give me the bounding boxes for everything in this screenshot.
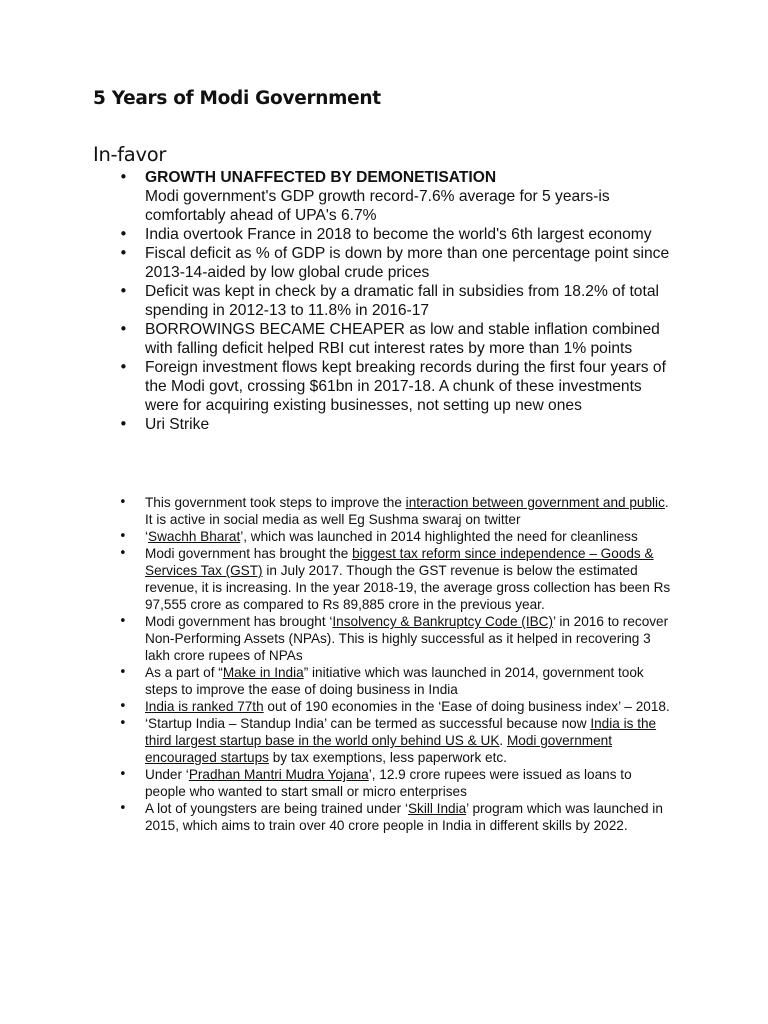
list-item — [0, 358, 675, 415]
item-text: ’ in 2016 to recover Non-Performing Assets (NPAs). This is highly successful as it helped in recovering 3 lakh crore rupees of NPAs — [145, 614, 669, 663]
primary-list — [0, 168, 675, 434]
list-item — [0, 225, 675, 244]
list-item — [0, 415, 675, 434]
item-text: Under ‘ — [145, 767, 189, 782]
item-text: out of 190 economies in the ‘Ease of doing business index’ – 2018. — [263, 699, 670, 714]
item-text: ’, which was launched in 2014 highlighted the need for cleanliness — [240, 529, 638, 544]
item-text: Modi government has brought the — [145, 546, 353, 561]
item-text: A lot of youngsters are being trained under ‘ — [145, 801, 408, 816]
list-item — [0, 528, 675, 545]
item-text: ‘ — [145, 529, 149, 544]
item-text: . It is active in social media as well Eg Sushma swaraj on twitter — [145, 495, 669, 527]
item-link[interactable]: Make in India — [222, 665, 304, 680]
item-text: This government took steps to improve the — [145, 495, 406, 510]
item-link[interactable]: interaction between government and public — [405, 495, 665, 510]
list-item — [0, 494, 675, 528]
item-text: ” initiative which was launched in 2014, government took steps to improve the ease of doing business in India — [145, 665, 644, 697]
item-link[interactable]: India is the third largest startup base in the world only behind US & UK — [145, 716, 657, 748]
item-link[interactable]: Modi government encouraged startups — [145, 733, 612, 765]
item-heading: • GROWTH UNAFFECTED BY DEMONETISATION — [145, 169, 497, 186]
item-text: Fiscal deficit as % of GDP is down by more than one percentage point since 2013-14-aided by low global crude prices — [145, 245, 670, 281]
item-text: Modi government has brought ‘ — [145, 614, 333, 629]
item-text: Modi government's GDP growth record-7.6% average for 5 years-is comfortably ahead of UPA's 6.7% — [145, 188, 610, 224]
item-link[interactable]: Pradhan Mantri Mudra Yojana — [188, 767, 369, 782]
list-item — [0, 613, 675, 664]
item-link[interactable]: Swachh Bharat — [148, 529, 241, 544]
item-text: As a part of “ — [145, 665, 223, 680]
item-text: ’ program which was launched in 2015, which aims to train over 40 crore people in India in different skills by 2022. — [145, 801, 663, 833]
item-text: . — [499, 733, 507, 748]
item-text: in July 2017. Though the GST revenue is below the estimated revenue, it is increasing. In the year 2018-19, the average gross collection has been Rs 97,555 crore as compared to Rs 89,885 crore in the previous year. — [145, 563, 671, 612]
item-link[interactable]: Skill India — [407, 801, 467, 816]
item-link[interactable]: biggest tax reform since independence – Goods & Services Tax (GST) — [145, 546, 654, 578]
list-item — [0, 282, 675, 320]
list-item — [0, 698, 675, 715]
item-text: BORROWINGS BECAME CHEAPER as low and stable inflation combined with falling deficit helped RBI cut interest rates by more than 1% points — [145, 321, 660, 357]
item-link[interactable]: India is ranked 77th — [145, 699, 264, 714]
list-item — [0, 664, 675, 698]
section-heading: In-favor — [93, 143, 167, 166]
secondary-list — [0, 494, 675, 834]
item-text: ‘Startup India – Standup India’ can be termed as successful because now — [145, 716, 591, 731]
item-text: by tax exemptions, less paperwork etc. — [268, 750, 507, 765]
item-text: ’, 12.9 crore rupees were issued as loans to people who wanted to start small or micro enterprises — [145, 767, 632, 799]
list-item — [0, 800, 675, 834]
list-item — [0, 715, 675, 766]
list-item — [0, 545, 675, 613]
list-item — [0, 244, 675, 282]
item-link[interactable]: Insolvency & Bankruptcy Code (IBC) — [332, 614, 554, 629]
document-title: 5 Years of Modi Government — [93, 88, 381, 109]
item-text: Uri Strike — [145, 416, 210, 433]
list-item — [0, 168, 675, 225]
item-text: Deficit was kept in check by a dramatic fall in subsidies from 18.2% of total spending in 2012-13 to 11.8% in 2016-17 — [145, 283, 659, 319]
item-text: India overtook France in 2018 to become the world's 6th largest economy — [145, 226, 652, 243]
item-text: Foreign investment flows kept breaking records during the first four years of the Modi govt, crossing $61bn in 2017-18. A chunk of these investments were for acquiring existing businesses, not setting up new ones — [145, 359, 666, 414]
list-item — [0, 320, 675, 358]
list-item — [0, 766, 675, 800]
